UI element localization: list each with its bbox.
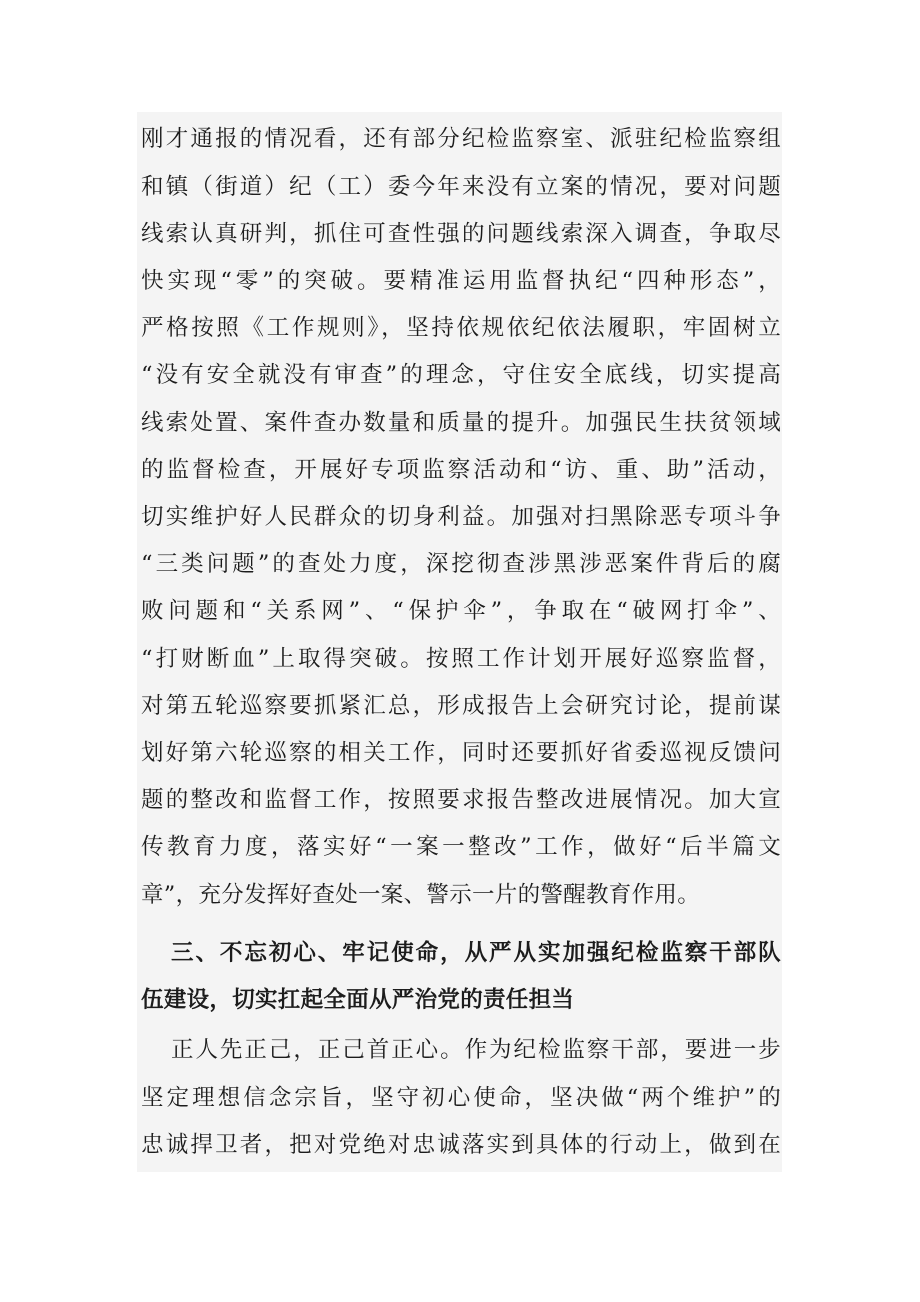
body-line: 线索处置、案件查办数量和质量的提升。加强民生扶贫领域 bbox=[141, 410, 781, 436]
body-line: “打财断血”上取得突破。按照工作计划开展好巡察监督， bbox=[141, 646, 781, 672]
paragraph-last-line: 章”，充分发挥好查处一案、警示一片的警醒教育作用。 bbox=[141, 882, 701, 908]
body-line: 快实现“零”的突破。要精准运用监督执纪“四种形态”， bbox=[141, 268, 781, 294]
section-heading-continued: 伍建设，切实扛起全面从严治党的责任担当 bbox=[141, 987, 575, 1013]
body-line: “没有安全就没有审查”的理念，守住安全底线，切实提高 bbox=[141, 362, 781, 388]
body-line: 传教育力度，落实好“一案一整改”工作，做好“后半篇文 bbox=[141, 834, 781, 860]
body-line: 题的整改和监督工作，按照要求报告整改进展情况。加大宣 bbox=[141, 787, 781, 813]
body-line: 划好第六轮巡察的相关工作，同时还要抓好省委巡视反馈问 bbox=[141, 740, 781, 766]
section-heading: 三、不忘初心、牢记使命，从严从实加强纪检监察干部队 bbox=[171, 940, 781, 966]
body-line: 刚才通报的情况看，还有部分纪检监察室、派驻纪检监察组 bbox=[141, 126, 781, 152]
body-line: 线索认真研判，抓住可查性强的问题线索深入调查，争取尽 bbox=[141, 221, 781, 247]
body-line: 的监督检查，开展好专项监察活动和“访、重、助”活动， bbox=[141, 457, 781, 483]
body-line: 切实维护好人民群众的切身利益。加强对扫黑除恶专项斗争 bbox=[141, 504, 781, 530]
body-line: “三类问题”的查处力度，深挖彻查涉黑涉恶案件背后的腐 bbox=[141, 551, 781, 577]
body-line: 坚定理想信念宗旨，坚守初心使命，坚决做“两个维护”的 bbox=[141, 1085, 781, 1111]
body-line: 正人先正己，正己首正心。作为纪检监察干部，要进一步 bbox=[171, 1037, 781, 1063]
body-line: 和镇（街道）纪（工）委今年来没有立案的情况，要对问题 bbox=[141, 174, 781, 200]
body-line: 严格按照《工作规则》，坚持依规依纪依法履职，牢固树立 bbox=[141, 315, 781, 341]
body-line: 忠诚捍卫者，把对党绝对忠诚落实到具体的行动上，做到在 bbox=[141, 1132, 781, 1158]
body-line: 败问题和“关系网”、“保护伞”，争取在“破网打伞”、 bbox=[141, 598, 781, 624]
document-page bbox=[137, 112, 782, 1172]
body-line: 对第五轮巡察要抓紧汇总，形成报告上会研究讨论，提前谋 bbox=[141, 693, 781, 719]
